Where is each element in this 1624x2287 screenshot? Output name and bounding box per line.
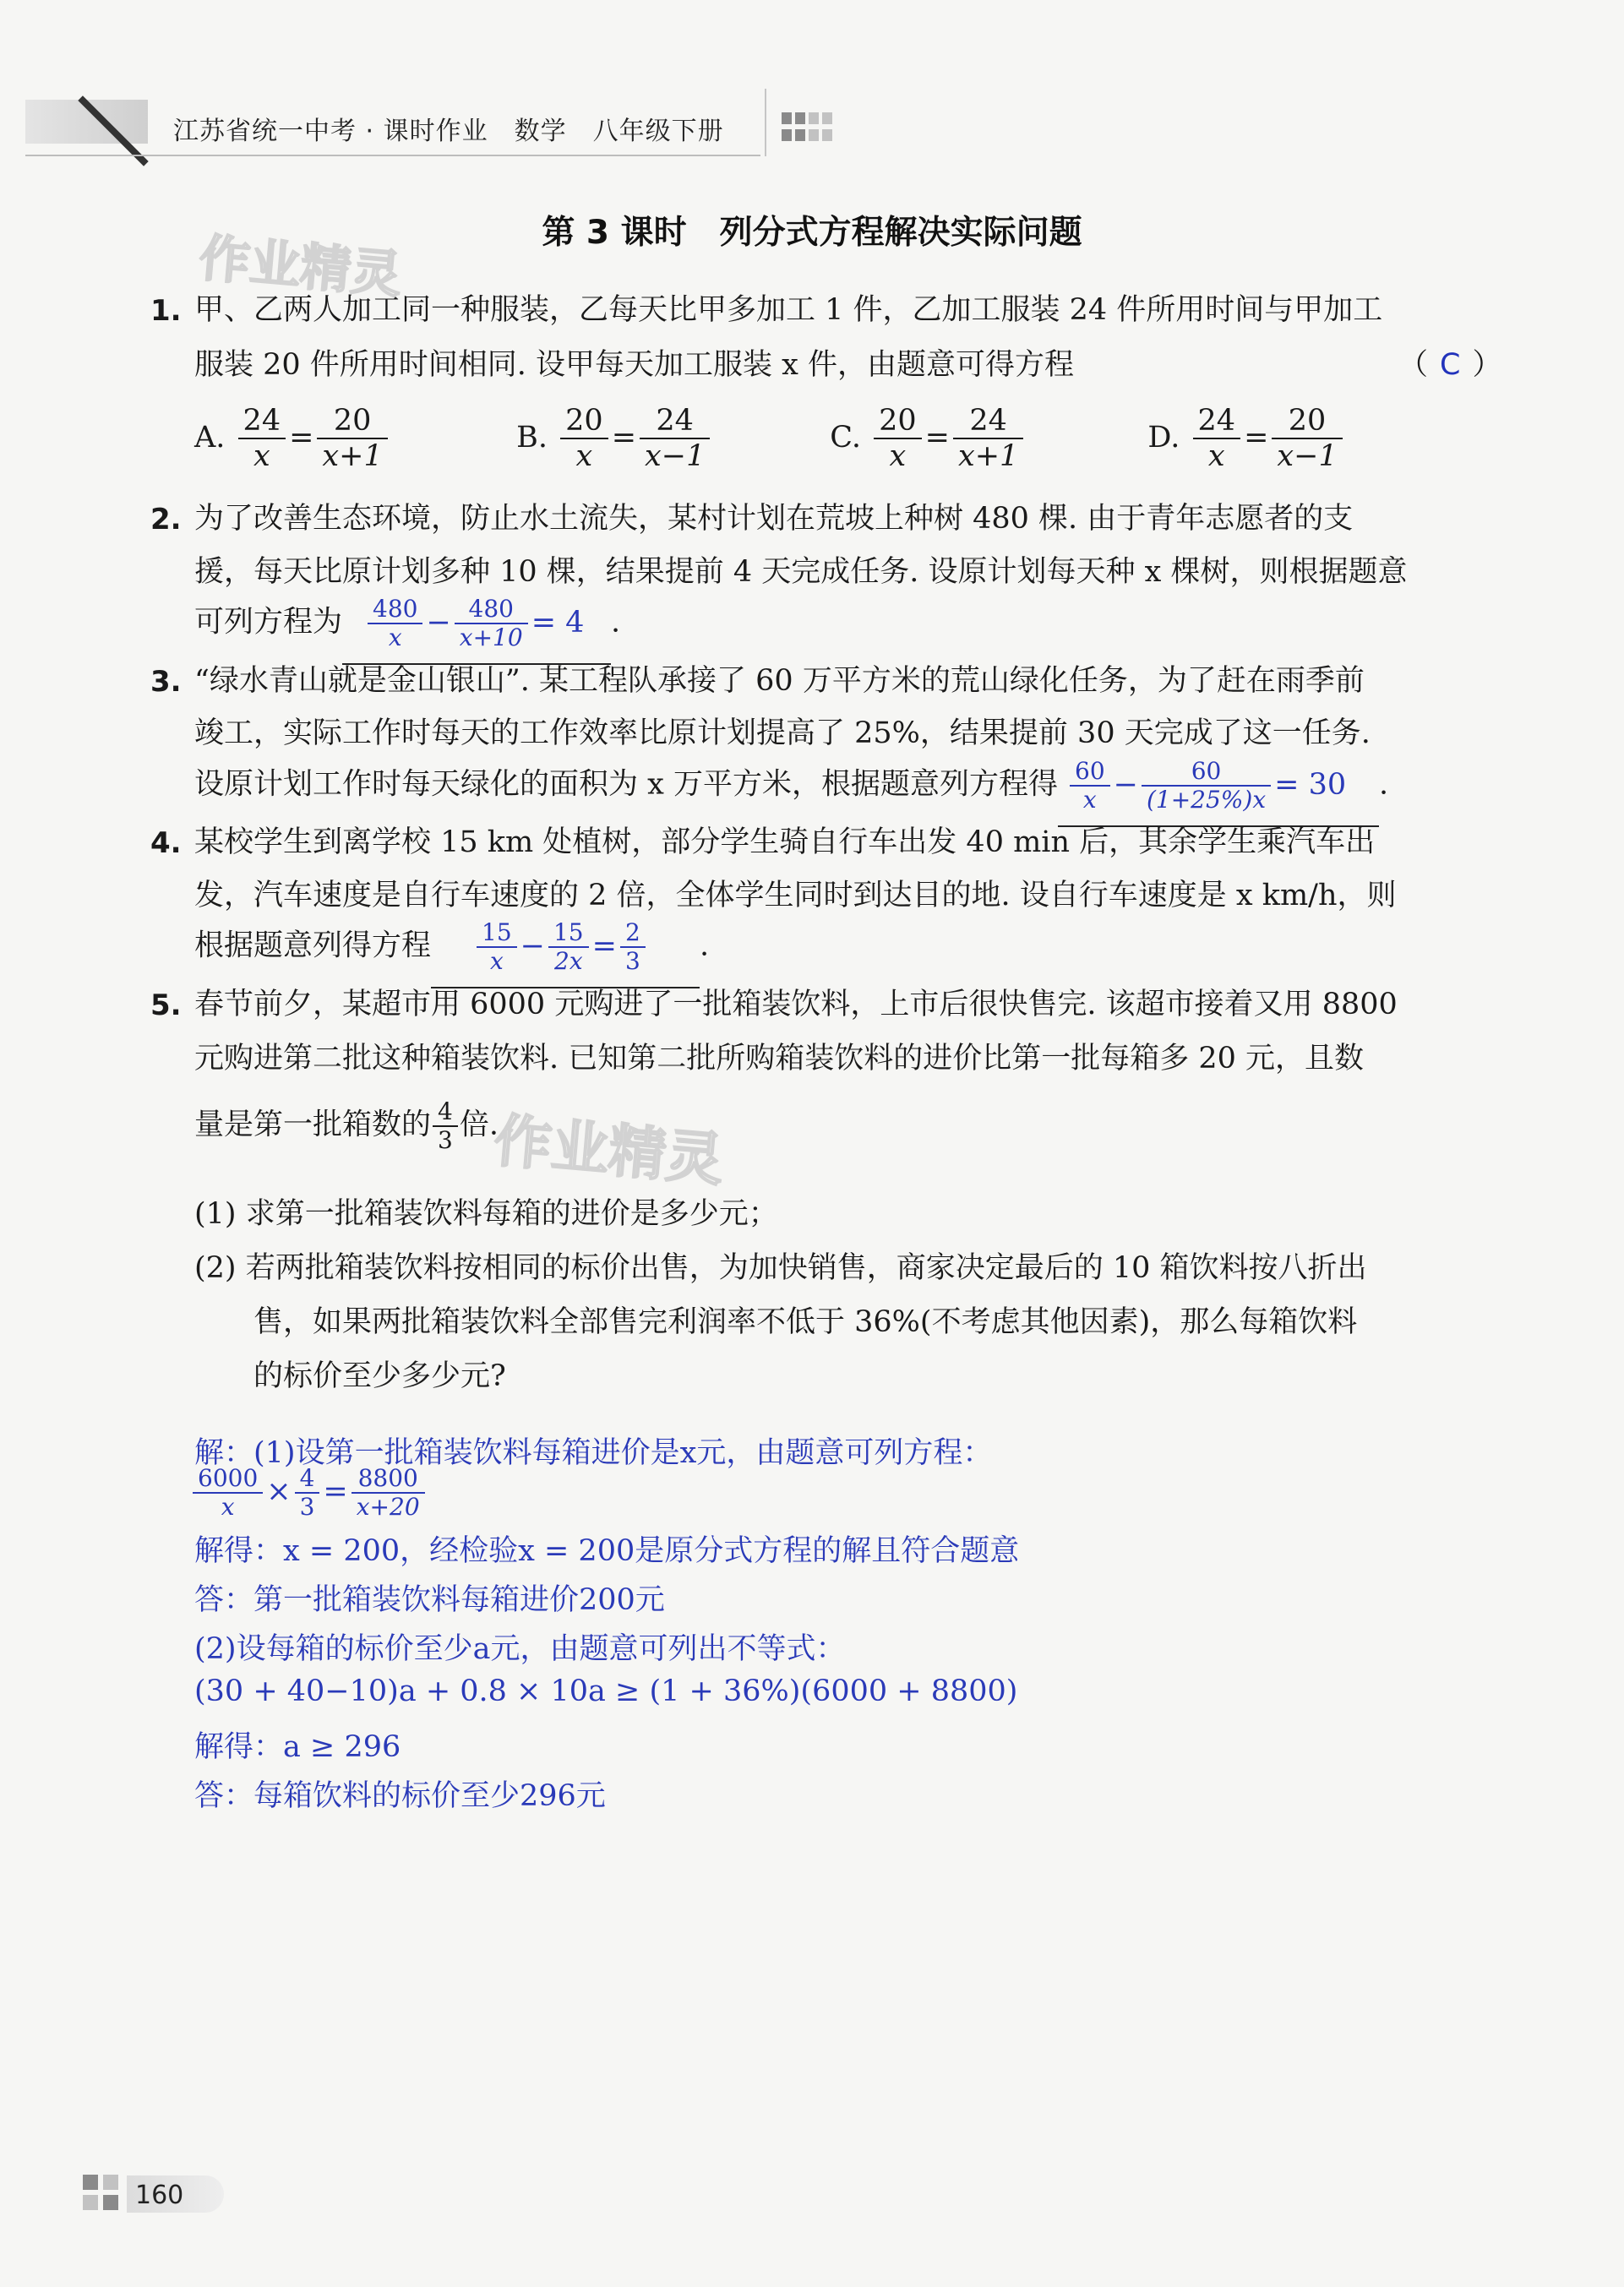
q5-line1: 春节前夕，某超市用 6000 元购进了一批箱装饮料，上市后很快售完. 该超市接着又用 8800 <box>194 988 1398 1021</box>
question-number: 3. <box>150 665 182 699</box>
q3-line1: “绿水青山就是金山银山”. 某工程队承接了 60 万平方米的荒山绿化任务，为了赶在雨季前 <box>194 664 1365 698</box>
header-text: 江苏省统一中考 · 课时作业 数学 八年级下册 <box>173 117 724 146</box>
question-number: 1. <box>150 294 182 328</box>
q1-option-c: C. $\frac{20}{x}$ = $\frac{24}{x+1}$ <box>830 404 1138 474</box>
header-separator <box>765 89 766 156</box>
solution-equation: $\frac{6000}{x}$ × $\frac{4}{3}$ = $\frac{8800}{x+20}$ <box>189 1465 428 1521</box>
question-number: 4. <box>150 826 182 860</box>
q4-line3: 根据题意列得方程 $\frac{15}{x}$ − $\frac{15}{2x}$ = $\frac{2}{3}$ . <box>194 919 709 977</box>
footer-decor <box>103 2175 118 2190</box>
solution-line: 解：(1)设第一批箱装饮料每箱进价是x元，由题意可列方程： <box>194 1436 993 1470</box>
q5-sub2-line3: 的标价至少多少元? <box>253 1359 506 1393</box>
solution-line: 解得：a ≥ 296 <box>194 1730 401 1764</box>
header-rule <box>25 155 760 156</box>
question-number: 2. <box>150 503 182 536</box>
q4-line2: 发，汽车速度是自行车速度的 2 倍，全体学生同时到达目的地. 设自行车速度是 x km/h，则 <box>194 879 1397 912</box>
q1-options <box>194 404 1401 474</box>
page-number: 160 <box>135 2181 184 2210</box>
q1-line2: 服装 20 件所用时间相同. 设甲每天加工服装 x 件，由题意可得方程 <box>194 348 1075 382</box>
q5-sub2-line1: (2) 若两批箱装饮料按相同的标价出售，为加快销售，商家决定最后的 10 箱饮料按八折出 <box>194 1251 1367 1285</box>
footer-decor <box>103 2195 118 2210</box>
q1-option-a: A. $\frac{24}{x}$ = $\frac{20}{x+1}$ <box>194 404 507 474</box>
solution-line: 答：每箱饮料的标价至少296元 <box>194 1779 606 1813</box>
q3-line3: 设原计划工作时每天绿化的面积为 x 万平方米，根据题意列方程得 $\frac{60}{x}$ − $\frac{60}{(1+25\%)x}$ = 30 . <box>194 758 1388 815</box>
watermark: 作业精灵 <box>196 228 405 306</box>
q1-answer: C <box>1440 348 1461 382</box>
q1-option-d: D. $\frac{24}{x}$ = $\frac{20}{x-1}$ <box>1147 404 1401 474</box>
handwritten-answer: $\frac{480}{x}$ − $\frac{480}{x+10}$ = 4 <box>364 606 584 640</box>
solution-line: 解得：x = 200，经检验x = 200是原分式方程的解且符合题意 <box>194 1534 1020 1568</box>
q2-line1: 为了改善生态环境，防止水土流失，某村计划在荒坡上种树 480 棵. 由于青年志愿者的支 <box>194 502 1354 536</box>
handwritten-answer: $\frac{15}{x}$ − $\frac{15}{2x}$ = $\frac{2}{3}$ <box>473 929 649 963</box>
watermark: 作业精灵 <box>491 1108 727 1195</box>
q3-line2: 竣工，实际工作时每天的工作效率比原计划提高了 25%，结果提前 30 天完成了这一任务. <box>194 716 1371 750</box>
footer-decor <box>83 2175 98 2190</box>
q1-option-b: B. $\frac{20}{x}$ = $\frac{24}{x-1}$ <box>516 404 820 474</box>
page-title: 第 3 课时 列分式方程解决实际问题 <box>542 214 1082 252</box>
solution-line: (2)设每箱的标价至少a元，由题意可列出不等式： <box>194 1632 846 1666</box>
answer-blank <box>1058 757 1379 827</box>
q5-line3: 量是第一批箱数的 $\frac{4}{3}$ 倍. <box>194 1097 499 1155</box>
q5-sub1: (1) 求第一批箱装饮料每箱的进价是多少元； <box>194 1197 778 1231</box>
q5-sub2-line2: 售，如果两批箱装饮料全部售完利润率不低于 36%(不考虑其他因素)，那么每箱饮料 <box>253 1305 1358 1339</box>
solution-line: (30 + 40−10)a + 0.8 × 10a ≥ (1 + 36%)(6000 + 8800) <box>194 1674 1018 1708</box>
q2-line2: 援，每天比原计划多种 10 棵，结果提前 4 天完成任务. 设原计划每天种 x 棵树，则根据题意 <box>194 555 1408 589</box>
handwritten-answer: $\frac{60}{x}$ − $\frac{60}{(1+25\%)x}$ = 30 <box>1066 768 1346 802</box>
footer-decor <box>83 2195 98 2210</box>
q1-line1: 甲、乙两人加工同一种服装，乙每天比甲多加工 1 件，乙加工服装 24 件所用时间与甲加工 <box>194 293 1383 327</box>
question-number: 5. <box>150 988 182 1022</box>
q1-answer-bracket: （ C ） <box>1398 348 1502 382</box>
solution-line: 答：第一批箱装饮料每箱进价200元 <box>194 1583 665 1617</box>
header-grid-icon <box>782 112 831 143</box>
q5-line2: 元购进第二批这种箱装饮料. 已知第二批所购箱装饮料的进价比第一批每箱多 20 元，且数 <box>194 1042 1365 1075</box>
q2-line3: 可列方程为 $\frac{480}{x}$ − $\frac{480}{x+10}$ = 4 . <box>194 596 620 653</box>
q4-line1: 某校学生到离学校 15 km 处植树，部分学生骑自行车出发 40 min 后，其余学生乘汽车出 <box>194 825 1376 859</box>
